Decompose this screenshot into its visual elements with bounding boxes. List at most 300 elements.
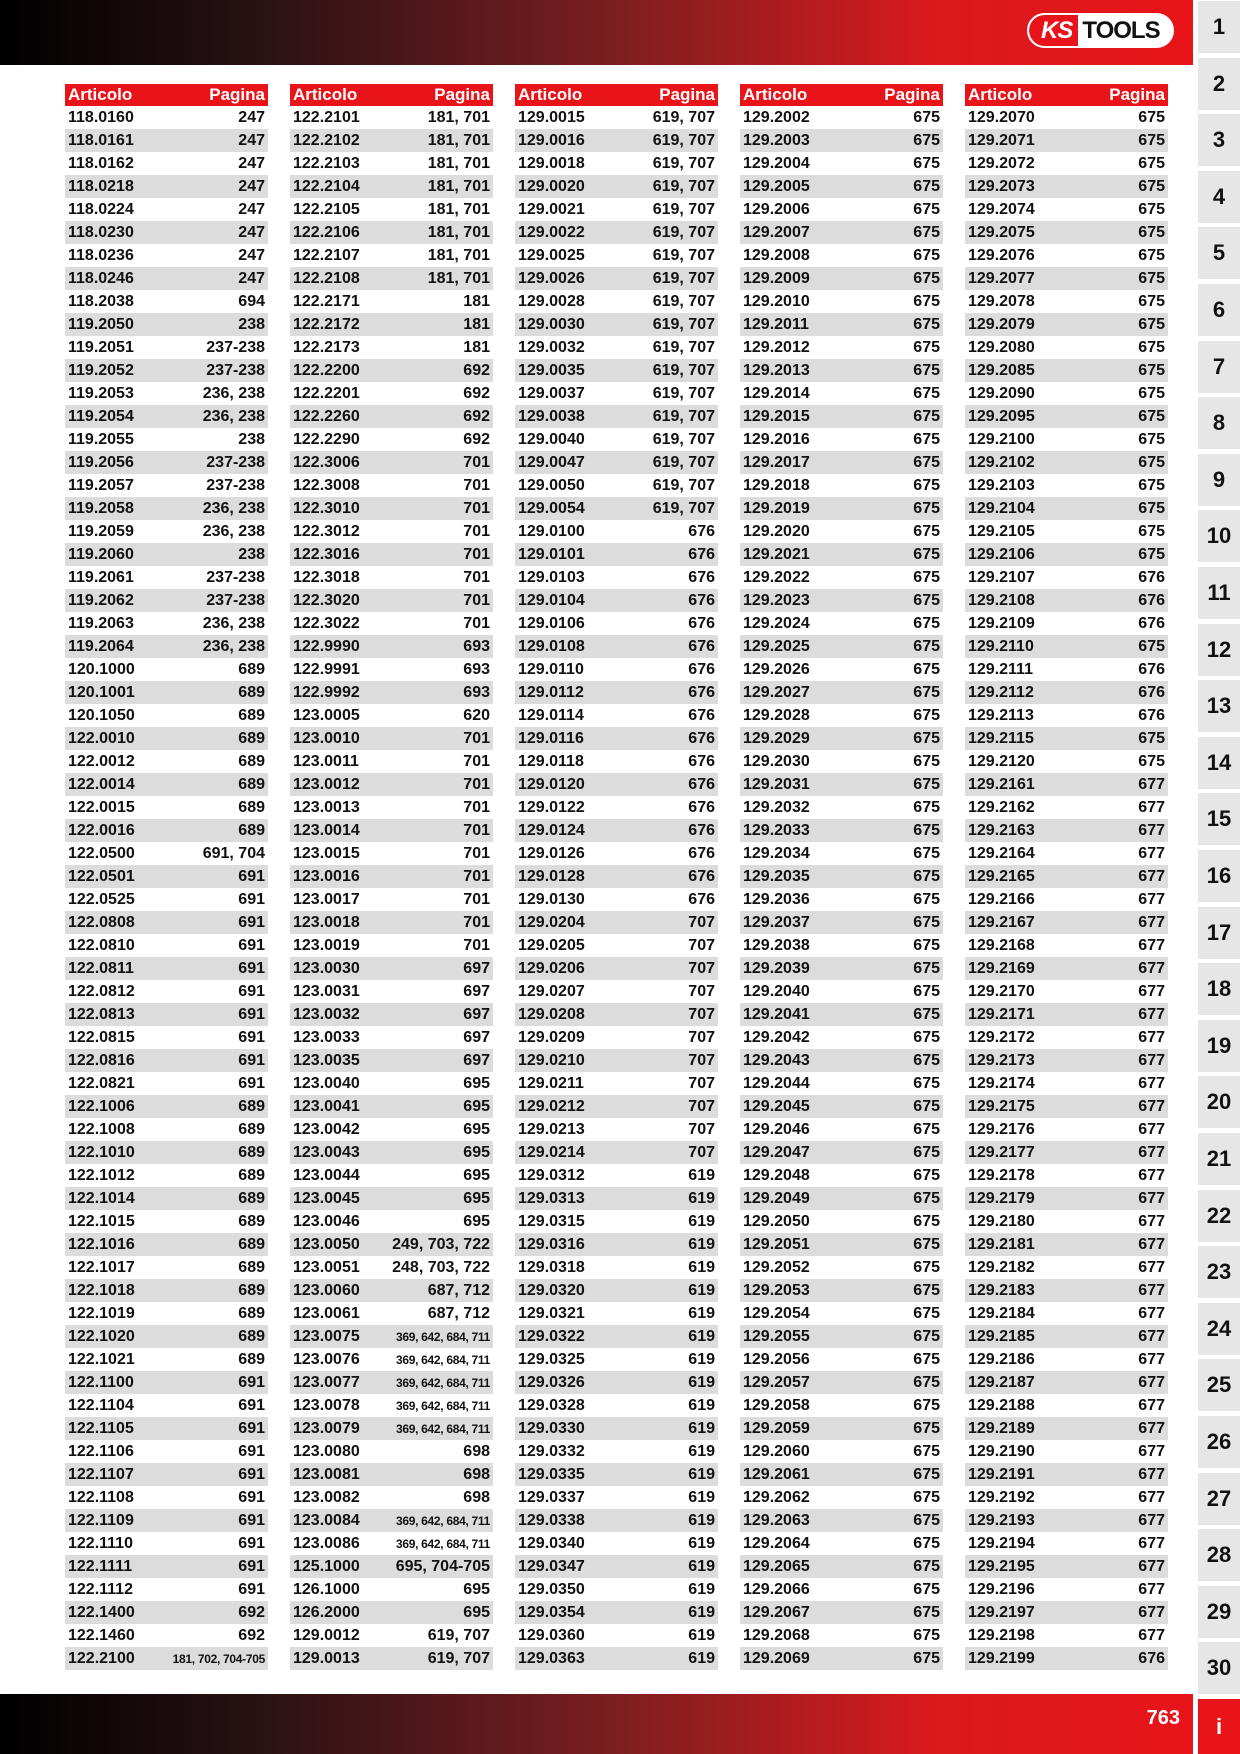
index-row [290, 428, 493, 451]
tab-chapter-15[interactable]: 15 [1198, 793, 1240, 845]
article-number: 129.2108 [968, 591, 1035, 609]
index-row [65, 1647, 268, 1670]
index-row [65, 1279, 268, 1302]
article-number: 129.2189 [968, 1419, 1035, 1437]
index-row [740, 934, 943, 957]
index-row [740, 1440, 943, 1463]
index-row [965, 1141, 1168, 1164]
index-row [740, 589, 943, 612]
index-row [290, 336, 493, 359]
article-number: 129.0114 [518, 706, 584, 724]
index-row [740, 1095, 943, 1118]
index-row [290, 704, 493, 727]
page-reference: 675 [913, 1097, 940, 1115]
page-reference: 676 [688, 706, 715, 724]
article-number: 129.2057 [743, 1373, 810, 1391]
index-row [515, 221, 718, 244]
tab-chapter-7[interactable]: 7 [1198, 341, 1240, 393]
tab-chapter-25[interactable]: 25 [1198, 1359, 1240, 1411]
tab-chapter-13[interactable]: 13 [1198, 680, 1240, 732]
page-reference: 693 [463, 683, 490, 701]
page-reference: 619, 707 [427, 1626, 490, 1644]
article-number: 123.0046 [293, 1212, 360, 1230]
index-row [65, 865, 268, 888]
article-number: 122.2106 [293, 223, 360, 241]
index-row [740, 1164, 943, 1187]
index-row [515, 865, 718, 888]
article-number: 129.2077 [968, 269, 1035, 287]
article-number: 123.0005 [293, 706, 360, 724]
article-number: 129.2196 [968, 1580, 1035, 1598]
page-reference: 619 [688, 1235, 715, 1253]
index-row [965, 1164, 1168, 1187]
index-row [65, 727, 268, 750]
index-row [515, 1210, 718, 1233]
article-number: 129.0126 [518, 844, 585, 862]
tab-chapter-26[interactable]: 26 [1198, 1416, 1240, 1468]
index-row [515, 1509, 718, 1532]
index-row [515, 1371, 718, 1394]
article-number: 129.2168 [968, 936, 1035, 954]
page-reference: 619, 707 [652, 108, 715, 126]
article-number: 129.2187 [968, 1373, 1035, 1391]
index-column [65, 84, 268, 1670]
article-number: 123.0082 [293, 1488, 360, 1506]
article-number: 129.2070 [968, 108, 1035, 126]
page-reference: 675 [913, 1143, 940, 1161]
page-reference: 248, 703, 722 [392, 1258, 490, 1276]
page-reference: 677 [1138, 798, 1165, 816]
tab-chapter-20[interactable]: 20 [1198, 1076, 1240, 1128]
page-reference: 675 [913, 1373, 940, 1391]
page-reference: 675 [913, 1051, 940, 1069]
page-reference: 677 [1138, 1028, 1165, 1046]
article-number: 129.2107 [968, 568, 1035, 586]
article-number: 129.0108 [518, 637, 585, 655]
page-reference: 677 [1138, 844, 1165, 862]
article-number: 129.2113 [968, 706, 1034, 724]
index-row [65, 1187, 268, 1210]
index-row [740, 290, 943, 313]
index-row [65, 1532, 268, 1555]
article-number: 119.2054 [68, 407, 134, 425]
index-row [65, 1095, 268, 1118]
page-reference: 692 [238, 1603, 265, 1621]
index-row [515, 1003, 718, 1026]
index-row [290, 566, 493, 589]
article-number: 129.0332 [518, 1442, 585, 1460]
article-number: 129.2174 [968, 1074, 1035, 1092]
page-reference: 676 [1138, 683, 1165, 701]
page-reference: 619 [688, 1442, 715, 1460]
index-row [65, 773, 268, 796]
logo-ks: KS [1029, 15, 1078, 46]
page-reference: 707 [688, 982, 715, 1000]
article-number: 122.0014 [68, 775, 135, 793]
article-number: 129.2164 [968, 844, 1035, 862]
index-row [740, 1509, 943, 1532]
index-row [965, 497, 1168, 520]
article-number: 122.3012 [293, 522, 360, 540]
article-number: 129.2050 [743, 1212, 810, 1230]
index-row [740, 520, 943, 543]
article-number: 129.0018 [518, 154, 585, 172]
article-number: 129.2019 [743, 499, 810, 517]
article-number: 122.0500 [68, 844, 135, 862]
page-reference: 677 [1138, 1097, 1165, 1115]
index-row [290, 520, 493, 543]
article-number: 123.0079 [293, 1419, 360, 1437]
article-number: 129.2047 [743, 1143, 810, 1161]
tab-chapter-14[interactable]: 14 [1198, 737, 1240, 789]
index-row [290, 1624, 493, 1647]
article-number: 129.0026 [518, 269, 585, 287]
article-number: 129.2177 [968, 1143, 1035, 1161]
article-number: 129.2067 [743, 1603, 810, 1621]
page-reference: 181, 702, 704-705 [172, 1651, 265, 1666]
page-reference: 619 [688, 1327, 715, 1345]
article-number: 129.0103 [518, 568, 585, 586]
page-reference: 689 [238, 660, 265, 678]
page-reference: 677 [1138, 1626, 1165, 1644]
index-row [65, 543, 268, 566]
page-reference: 675 [913, 1028, 940, 1046]
page-reference: 675 [1138, 338, 1165, 356]
page-reference: 697 [463, 1005, 490, 1023]
article-number: 123.0084 [293, 1511, 360, 1529]
index-row [290, 543, 493, 566]
tab-chapter-22[interactable]: 22 [1198, 1190, 1240, 1242]
tab-info[interactable]: i [1198, 1699, 1240, 1754]
page-reference: 675 [1138, 177, 1165, 195]
index-row [65, 658, 268, 681]
tab-chapter-9[interactable]: 9 [1198, 454, 1240, 506]
page-reference: 675 [913, 1258, 940, 1276]
page-reference: 675 [913, 982, 940, 1000]
page-reference: 691 [238, 1074, 265, 1092]
tab-chapter-4[interactable]: 4 [1198, 171, 1240, 223]
page-reference: 619 [688, 1626, 715, 1644]
page-reference: 695, 704-705 [395, 1557, 490, 1575]
page-reference: 692 [463, 361, 490, 379]
index-row [740, 1624, 943, 1647]
index-row [515, 589, 718, 612]
page-reference: 675 [913, 453, 940, 471]
index-row [515, 1532, 718, 1555]
article-number: 123.0019 [293, 936, 360, 954]
index-row [740, 1325, 943, 1348]
index-row [290, 1578, 493, 1601]
page-reference: 181 [463, 338, 490, 356]
tab-chapter-3[interactable]: 3 [1198, 114, 1240, 166]
article-number: 129.2006 [743, 200, 810, 218]
article-number: 122.1104 [68, 1396, 134, 1414]
page-reference: 707 [688, 1051, 715, 1069]
article-number: 120.1050 [68, 706, 135, 724]
article-number: 120.1000 [68, 660, 135, 678]
article-number: 122.1112 [68, 1580, 133, 1598]
page-reference: 707 [688, 913, 715, 931]
article-number: 129.2046 [743, 1120, 810, 1138]
article-number: 123.0045 [293, 1189, 360, 1207]
article-number: 129.0337 [518, 1488, 585, 1506]
page-reference: 619, 707 [652, 453, 715, 471]
index-row [740, 152, 943, 175]
tab-chapter-16[interactable]: 16 [1198, 850, 1240, 902]
article-number: 129.0330 [518, 1419, 585, 1437]
index-row [515, 957, 718, 980]
article-number: 129.0338 [518, 1511, 585, 1529]
index-row [65, 1210, 268, 1233]
article-number: 129.2059 [743, 1419, 810, 1437]
index-row [65, 934, 268, 957]
page-reference: 689 [238, 798, 265, 816]
index-row [290, 589, 493, 612]
index-row [740, 1647, 943, 1670]
index-row [290, 1141, 493, 1164]
page-reference: 676 [688, 614, 715, 632]
page-reference: 619 [688, 1511, 715, 1529]
article-number: 129.2043 [743, 1051, 810, 1069]
article-number: 123.0061 [293, 1304, 360, 1322]
article-number: 123.0081 [293, 1465, 360, 1483]
article-number: 123.0016 [293, 867, 360, 885]
page-reference: 677 [1138, 936, 1165, 954]
page-reference: 675 [1138, 407, 1165, 425]
page-reference: 676 [688, 729, 715, 747]
page-reference: 619 [688, 1465, 715, 1483]
page-reference: 675 [913, 1649, 940, 1667]
tab-chapter-28[interactable]: 28 [1198, 1529, 1240, 1581]
page-reference: 675 [913, 361, 940, 379]
tab-chapter-23[interactable]: 23 [1198, 1246, 1240, 1298]
tab-chapter-18[interactable]: 18 [1198, 963, 1240, 1015]
page-reference: 675 [913, 637, 940, 655]
article-number: 129.0013 [293, 1649, 360, 1667]
article-number: 122.9992 [293, 683, 360, 701]
tab-chapter-17[interactable]: 17 [1198, 907, 1240, 959]
tab-chapter-24[interactable]: 24 [1198, 1303, 1240, 1355]
page-reference: 238 [238, 430, 265, 448]
tab-chapter-12[interactable]: 12 [1198, 624, 1240, 676]
tab-chapter-21[interactable]: 21 [1198, 1133, 1240, 1185]
page-reference: 238 [238, 545, 265, 563]
index-row [965, 1003, 1168, 1026]
page-reference: 675 [913, 246, 940, 264]
article-number: 129.2072 [968, 154, 1035, 172]
index-row [965, 1647, 1168, 1670]
page-reference: 675 [1138, 200, 1165, 218]
page-reference: 676 [1138, 660, 1165, 678]
page-reference: 675 [913, 706, 940, 724]
article-number: 129.0106 [518, 614, 585, 632]
page-reference: 692 [238, 1626, 265, 1644]
page-reference: 691 [238, 1442, 265, 1460]
index-row [965, 129, 1168, 152]
article-number: 122.0010 [68, 729, 135, 747]
article-number: 129.2104 [968, 499, 1035, 517]
article-number: 129.2188 [968, 1396, 1035, 1414]
page-reference: 675 [913, 1120, 940, 1138]
page-reference: 697 [463, 1051, 490, 1069]
page-reference: 675 [1138, 384, 1165, 402]
article-number: 122.1110 [68, 1534, 133, 1552]
article-number: 129.2011 [743, 315, 809, 333]
index-row [965, 842, 1168, 865]
tab-chapter-2[interactable]: 2 [1198, 58, 1240, 110]
index-row [740, 681, 943, 704]
page-reference: 369, 642, 684, 711 [395, 1352, 490, 1367]
page-reference: 619 [688, 1580, 715, 1598]
index-row [965, 1187, 1168, 1210]
article-number: 129.0209 [518, 1028, 585, 1046]
page-reference: 675 [913, 1327, 940, 1345]
article-number: 123.0041 [293, 1097, 360, 1115]
tab-chapter-10[interactable]: 10 [1198, 510, 1240, 562]
article-number: 122.2108 [293, 269, 360, 287]
page-reference: 689 [238, 1189, 265, 1207]
page-reference: 676 [1138, 614, 1165, 632]
article-number: 129.0122 [518, 798, 585, 816]
page-reference: 701 [463, 614, 490, 632]
tab-chapter-27[interactable]: 27 [1198, 1473, 1240, 1525]
article-number: 129.0037 [518, 384, 585, 402]
article-number: 129.0028 [518, 292, 585, 310]
article-number: 129.2078 [968, 292, 1035, 310]
article-number: 119.2053 [68, 384, 134, 402]
index-row [515, 244, 718, 267]
index-row [515, 382, 718, 405]
article-number: 119.2062 [68, 591, 134, 609]
index-row [965, 1233, 1168, 1256]
page-reference: 677 [1138, 775, 1165, 793]
page-reference: 675 [1138, 453, 1165, 471]
index-row [65, 497, 268, 520]
page-reference: 675 [913, 1235, 940, 1253]
index-row [740, 980, 943, 1003]
tab-chapter-11[interactable]: 11 [1198, 567, 1240, 619]
tab-chapter-29[interactable]: 29 [1198, 1586, 1240, 1638]
page-reference: 675 [913, 913, 940, 931]
article-number: 129.2193 [968, 1511, 1035, 1529]
page-reference: 676 [1138, 591, 1165, 609]
header-article: Articolo [743, 85, 808, 104]
tab-chapter-30[interactable]: 30 [1198, 1642, 1240, 1694]
page-reference: 691 [238, 959, 265, 977]
index-row [965, 1072, 1168, 1095]
page-reference: 619, 707 [652, 223, 715, 241]
article-number: 129.2106 [968, 545, 1035, 563]
article-number: 129.2183 [968, 1281, 1035, 1299]
article-number: 122.2172 [293, 315, 360, 333]
page-reference: 675 [913, 407, 940, 425]
article-number: 122.0810 [68, 936, 135, 954]
page-reference: 675 [913, 177, 940, 195]
page-reference: 701 [463, 568, 490, 586]
tab-chapter-6[interactable]: 6 [1198, 284, 1240, 336]
article-number: 129.2115 [968, 729, 1034, 747]
index-row [740, 474, 943, 497]
page-reference: 237-238 [206, 338, 265, 356]
index-row [65, 152, 268, 175]
tab-chapter-19[interactable]: 19 [1198, 1020, 1240, 1072]
page-reference: 707 [688, 959, 715, 977]
index-row [65, 1141, 268, 1164]
index-row [965, 152, 1168, 175]
article-number: 129.2090 [968, 384, 1035, 402]
page-reference: 238 [238, 315, 265, 333]
page-reference: 691 [238, 1419, 265, 1437]
index-row [65, 267, 268, 290]
article-number: 129.2039 [743, 959, 810, 977]
article-number: 129.0214 [518, 1143, 585, 1161]
page-reference: 689 [238, 706, 265, 724]
chapter-tab-strip [1198, 0, 1240, 1754]
article-number: 129.2054 [743, 1304, 810, 1322]
index-row [740, 704, 943, 727]
page-reference: 675 [913, 1396, 940, 1414]
page-reference: 676 [688, 545, 715, 563]
page-reference: 698 [463, 1442, 490, 1460]
index-row [965, 1348, 1168, 1371]
article-number: 119.2064 [68, 637, 134, 655]
page-reference: 689 [238, 1327, 265, 1345]
page-reference: 689 [238, 683, 265, 701]
article-number: 129.0350 [518, 1580, 585, 1598]
column-header [965, 84, 1168, 106]
header-article: Articolo [968, 85, 1033, 104]
index-row [65, 1325, 268, 1348]
article-number: 129.2012 [743, 338, 810, 356]
article-number: 129.2018 [743, 476, 810, 494]
page-reference: 676 [688, 637, 715, 655]
page-reference: 369, 642, 684, 711 [395, 1398, 490, 1413]
index-row [65, 1026, 268, 1049]
tab-chapter-8[interactable]: 8 [1198, 397, 1240, 449]
article-number: 123.0050 [293, 1235, 360, 1253]
index-row [290, 934, 493, 957]
page-reference: 619, 707 [652, 177, 715, 195]
article-number: 123.0042 [293, 1120, 360, 1138]
article-number: 123.0078 [293, 1396, 360, 1414]
page-reference: 701 [463, 890, 490, 908]
page-reference: 691 [238, 1580, 265, 1598]
index-row [290, 1003, 493, 1026]
index-row [965, 1371, 1168, 1394]
article-number: 129.0312 [518, 1166, 585, 1184]
page-reference: 675 [913, 292, 940, 310]
index-row [65, 336, 268, 359]
index-row [740, 106, 943, 129]
index-row [65, 1509, 268, 1532]
page-reference: 247 [238, 131, 265, 149]
page-reference: 619 [688, 1396, 715, 1414]
index-row [965, 911, 1168, 934]
article-number: 129.0016 [518, 131, 585, 149]
index-row [65, 1348, 268, 1371]
index-row [290, 1440, 493, 1463]
page-reference: 677 [1138, 1350, 1165, 1368]
index-row [65, 980, 268, 1003]
index-row [65, 1417, 268, 1440]
tab-chapter-1[interactable]: 1 [1198, 1, 1240, 53]
article-number: 123.0030 [293, 959, 360, 977]
article-number: 122.2260 [293, 407, 360, 425]
index-row [740, 1348, 943, 1371]
page-reference: 181, 701 [427, 154, 490, 172]
article-number: 129.2061 [743, 1465, 810, 1483]
tab-chapter-5[interactable]: 5 [1198, 227, 1240, 279]
